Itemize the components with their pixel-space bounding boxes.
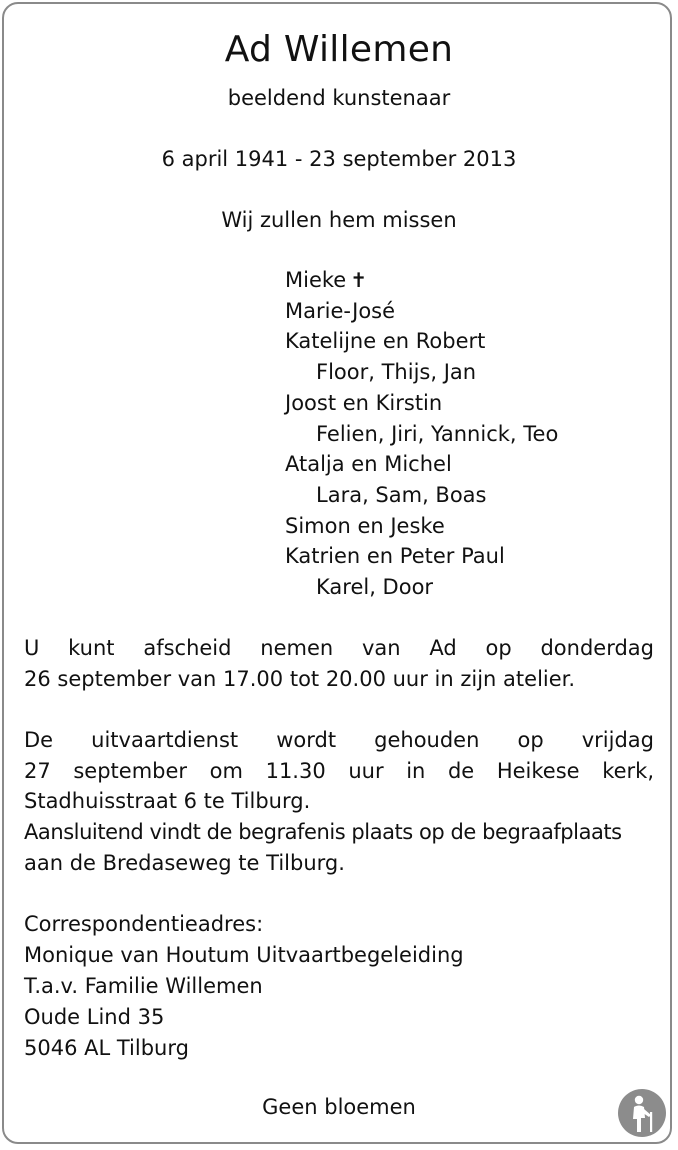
address-line: Oude Lind 35 [24,1005,165,1029]
family-member-children: Felien, Jiri, Yannick, Teo [316,421,559,446]
family-member: Mieke ✝ [285,268,367,292]
family-member: Katelijne en Robert [285,329,486,354]
address-line: Monique van Houtum Uitvaartbegeleiding [24,943,464,967]
address-line: T.a.v. Familie Willemen [24,974,263,998]
message: Wij zullen hem missen [221,208,457,232]
family-list [285,265,558,603]
funeral-text-line: Stadhuisstraat 6 te Tilburg. [24,789,311,813]
family-member-children: Karel, Door [316,575,434,600]
life-dates: 6 april 1941 - 23 september 2013 [161,147,517,171]
burial-text-line: aan de Bredaseweg te Tilburg. [24,851,345,875]
correspondence-address [24,909,464,1064]
family-member: Simon en Jeske [285,513,445,538]
family-member-children: Floor, Thijs, Jan [316,360,477,385]
farewell-text-line: U kunt afscheid nemen van Ad op donderdag [24,636,654,660]
family-member: Katrien en Peter Paul [285,544,505,569]
occupation: beeldend kunstenaar [227,86,451,110]
funeral-text-line: 27 september om 11.30 uur in de Heikese kerk, [24,759,654,783]
address-line: 5046 AL Tilburg [24,1036,189,1060]
mourning-figure-logo-icon [617,1088,667,1138]
family-member: Joost en Kirstin [285,390,443,415]
no-flowers-note: Geen bloemen [262,1095,416,1119]
burial-text-line: Aansluitend vindt de begrafenis plaats op de begraafplaats [24,820,622,844]
cross-icon: ✝ [350,268,367,292]
family-member: Atalja en Michel [285,452,452,477]
farewell-text-line: 26 september van 17.00 tot 20.00 uur in zijn atelier. [24,667,576,691]
family-member: Marie-José [285,298,396,323]
family-member-children: Lara, Sam, Boas [316,482,487,507]
address-heading: Correspondentieadres: [24,912,264,936]
funeral-text-line: De uitvaartdienst wordt gehouden op vrijdag [24,728,654,752]
deceased-name: Ad Willemen [224,29,454,70]
